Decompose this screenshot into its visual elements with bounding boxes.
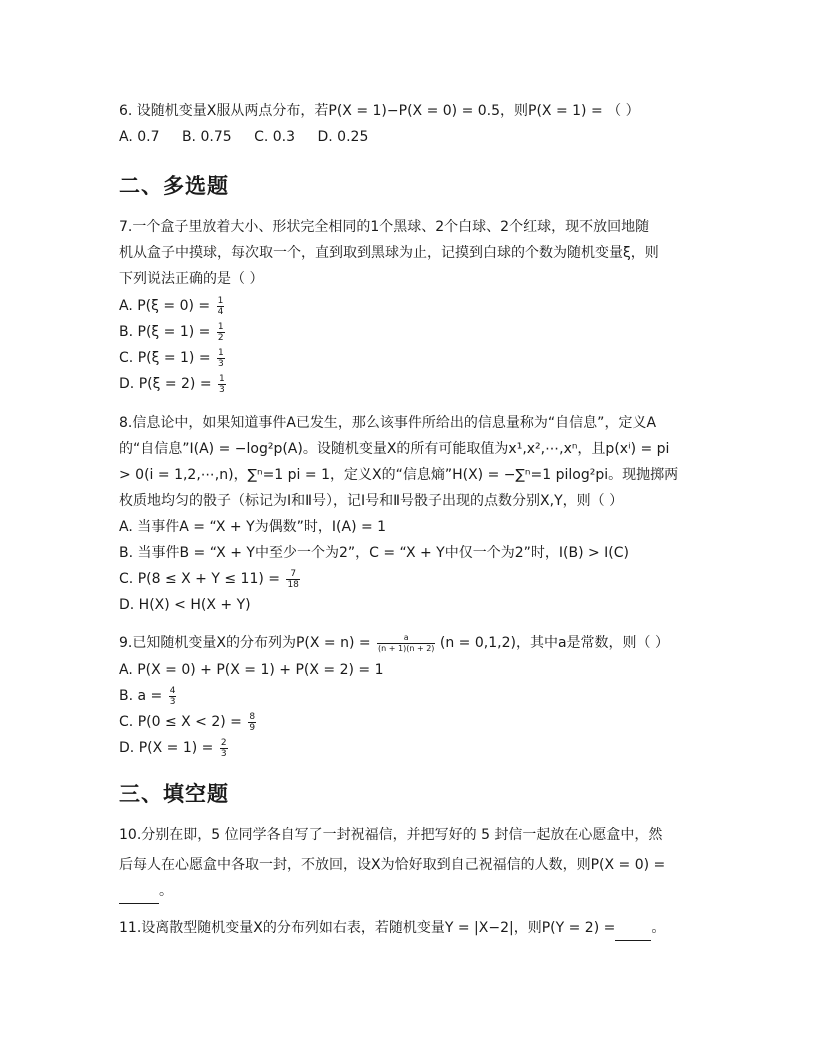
question-10-line-2: 后每人在心愿盒中各取一封，不放回，设X为恰好取到自己祝福信的人数，则P(X = 0) =	[119, 857, 666, 873]
fraction: $\frac{1}{3}$	[219, 373, 225, 395]
q7-option-c: C. P(ξ = 1) = $\frac{1}{3}$	[119, 347, 224, 369]
q6-option-a: A. 0.7	[119, 129, 160, 145]
question-10-line-3: 。	[119, 878, 699, 904]
q9-option-b: B. a = $\frac{4}{3}$	[119, 685, 176, 707]
q8-option-d: D. H(X) < H(X + Y)	[119, 597, 251, 613]
question-9-stem: 9.已知随机变量X的分布列为P(X = n) = $\frac{a}{(n + 1)(n + 2)}$ (n = 0,1,2)，其中a是常数，则（ ）	[119, 632, 669, 653]
answer-blank	[615, 928, 651, 941]
question-7-line-3: 下列说法正确的是（ ）	[119, 271, 264, 287]
answer-blank	[119, 889, 159, 904]
q7-option-a: A. P(ξ = 0) = $\frac{1}{4}$	[119, 295, 224, 317]
question-11-line-1: 11.设离散型随机变量X的分布列如右表，若随机变量Y = |X−2|，则P(Y = 2) = 。	[119, 915, 699, 941]
fraction: $\frac{a}{(n + 1)(n + 2)}$	[378, 632, 435, 653]
question-7-line-2: 机从盒子中摸球，每次取一个，直到取到黑球为止，记摸到白球的个数为随机变量ξ，则	[119, 245, 659, 261]
q9-option-a: A. P(X = 0) + P(X = 1) + P(X = 2) = 1	[119, 662, 384, 678]
question-8-line-3: > 0(i = 1,2,⋯,n)，∑ⁿ=1 pi = 1，定义X的“信息熵”H(X) = −∑ⁿ=1 pilog²pi。现抛掷两	[119, 467, 679, 483]
fraction: $\frac{4}{3}$	[169, 685, 176, 707]
question-8-line-1: 8.信息论中，如果知道事件A已发生，那么该事件所给出的信息量称为“自信息”，定义A	[119, 415, 657, 431]
q8-option-a: A. 当事件A = “X + Y为偶数”时，I(A) = 1	[119, 519, 387, 535]
fraction: $\frac{7}{18}$	[287, 568, 299, 590]
fraction: $\frac{1}{2}$	[217, 321, 224, 343]
q7-option-d: D. P(ξ = 2) = $\frac{1}{3}$	[119, 373, 225, 395]
section-heading-multiple-choice: 二、多选题	[119, 174, 229, 198]
q9-option-c: C. P(0 ≤ X < 2) = $\frac{8}{9}$	[119, 711, 256, 733]
q8-option-b: B. 当事件B = “X + Y中至少一个为2”，C = “X + Y中仅一个为2”时，I(B) > I(C)	[119, 545, 629, 561]
q6-option-d: D. 0.25	[317, 129, 369, 145]
question-8-line-4: 枚质地均匀的骰子（标记为Ⅰ和Ⅱ号），记Ⅰ号和Ⅱ号骰子出现的点数分别X,Y，则（ ）	[119, 493, 624, 509]
question-10-line-1: 10.分别在即，5 位同学各自写了一封祝福信，并把写好的 5 封信一起放在心愿盒中，然	[119, 827, 663, 843]
q6-option-b: B. 0.75	[181, 129, 232, 145]
q8-option-c: C. P(8 ≤ X + Y ≤ 11) = $\frac{7}{18}$	[119, 568, 299, 590]
question-6-stem: 6. 设随机变量X服从两点分布，若P(X = 1)−P(X = 0) = 0.5，则P(X = 1) = （ ）	[119, 103, 640, 119]
question-6-options	[119, 124, 699, 150]
fraction: $\frac{8}{9}$	[249, 711, 256, 733]
question-8-line-2: 的“自信息”I(A) = −log²p(A)。设随机变量X的所有可能取值为x¹,x²,⋯,xⁿ，且p(xⁱ) = pi	[119, 441, 670, 457]
q9-option-d: D. P(X = 1) = $\frac{2}{3}$	[119, 737, 227, 759]
q7-option-b: B. P(ξ = 1) = $\frac{1}{2}$	[119, 321, 224, 343]
fraction: $\frac{1}{3}$	[218, 347, 224, 369]
section-heading-fill-in: 三、填空题	[119, 782, 229, 806]
fraction: $\frac{1}{4}$	[217, 295, 224, 317]
q6-option-c: C. 0.3	[254, 129, 296, 145]
question-7-line-1: 7.一个盒子里放着大小、形状完全相同的1个黑球、2个白球、2个红球，现不放回地随	[119, 219, 650, 235]
fraction: $\frac{2}{3}$	[220, 737, 227, 759]
